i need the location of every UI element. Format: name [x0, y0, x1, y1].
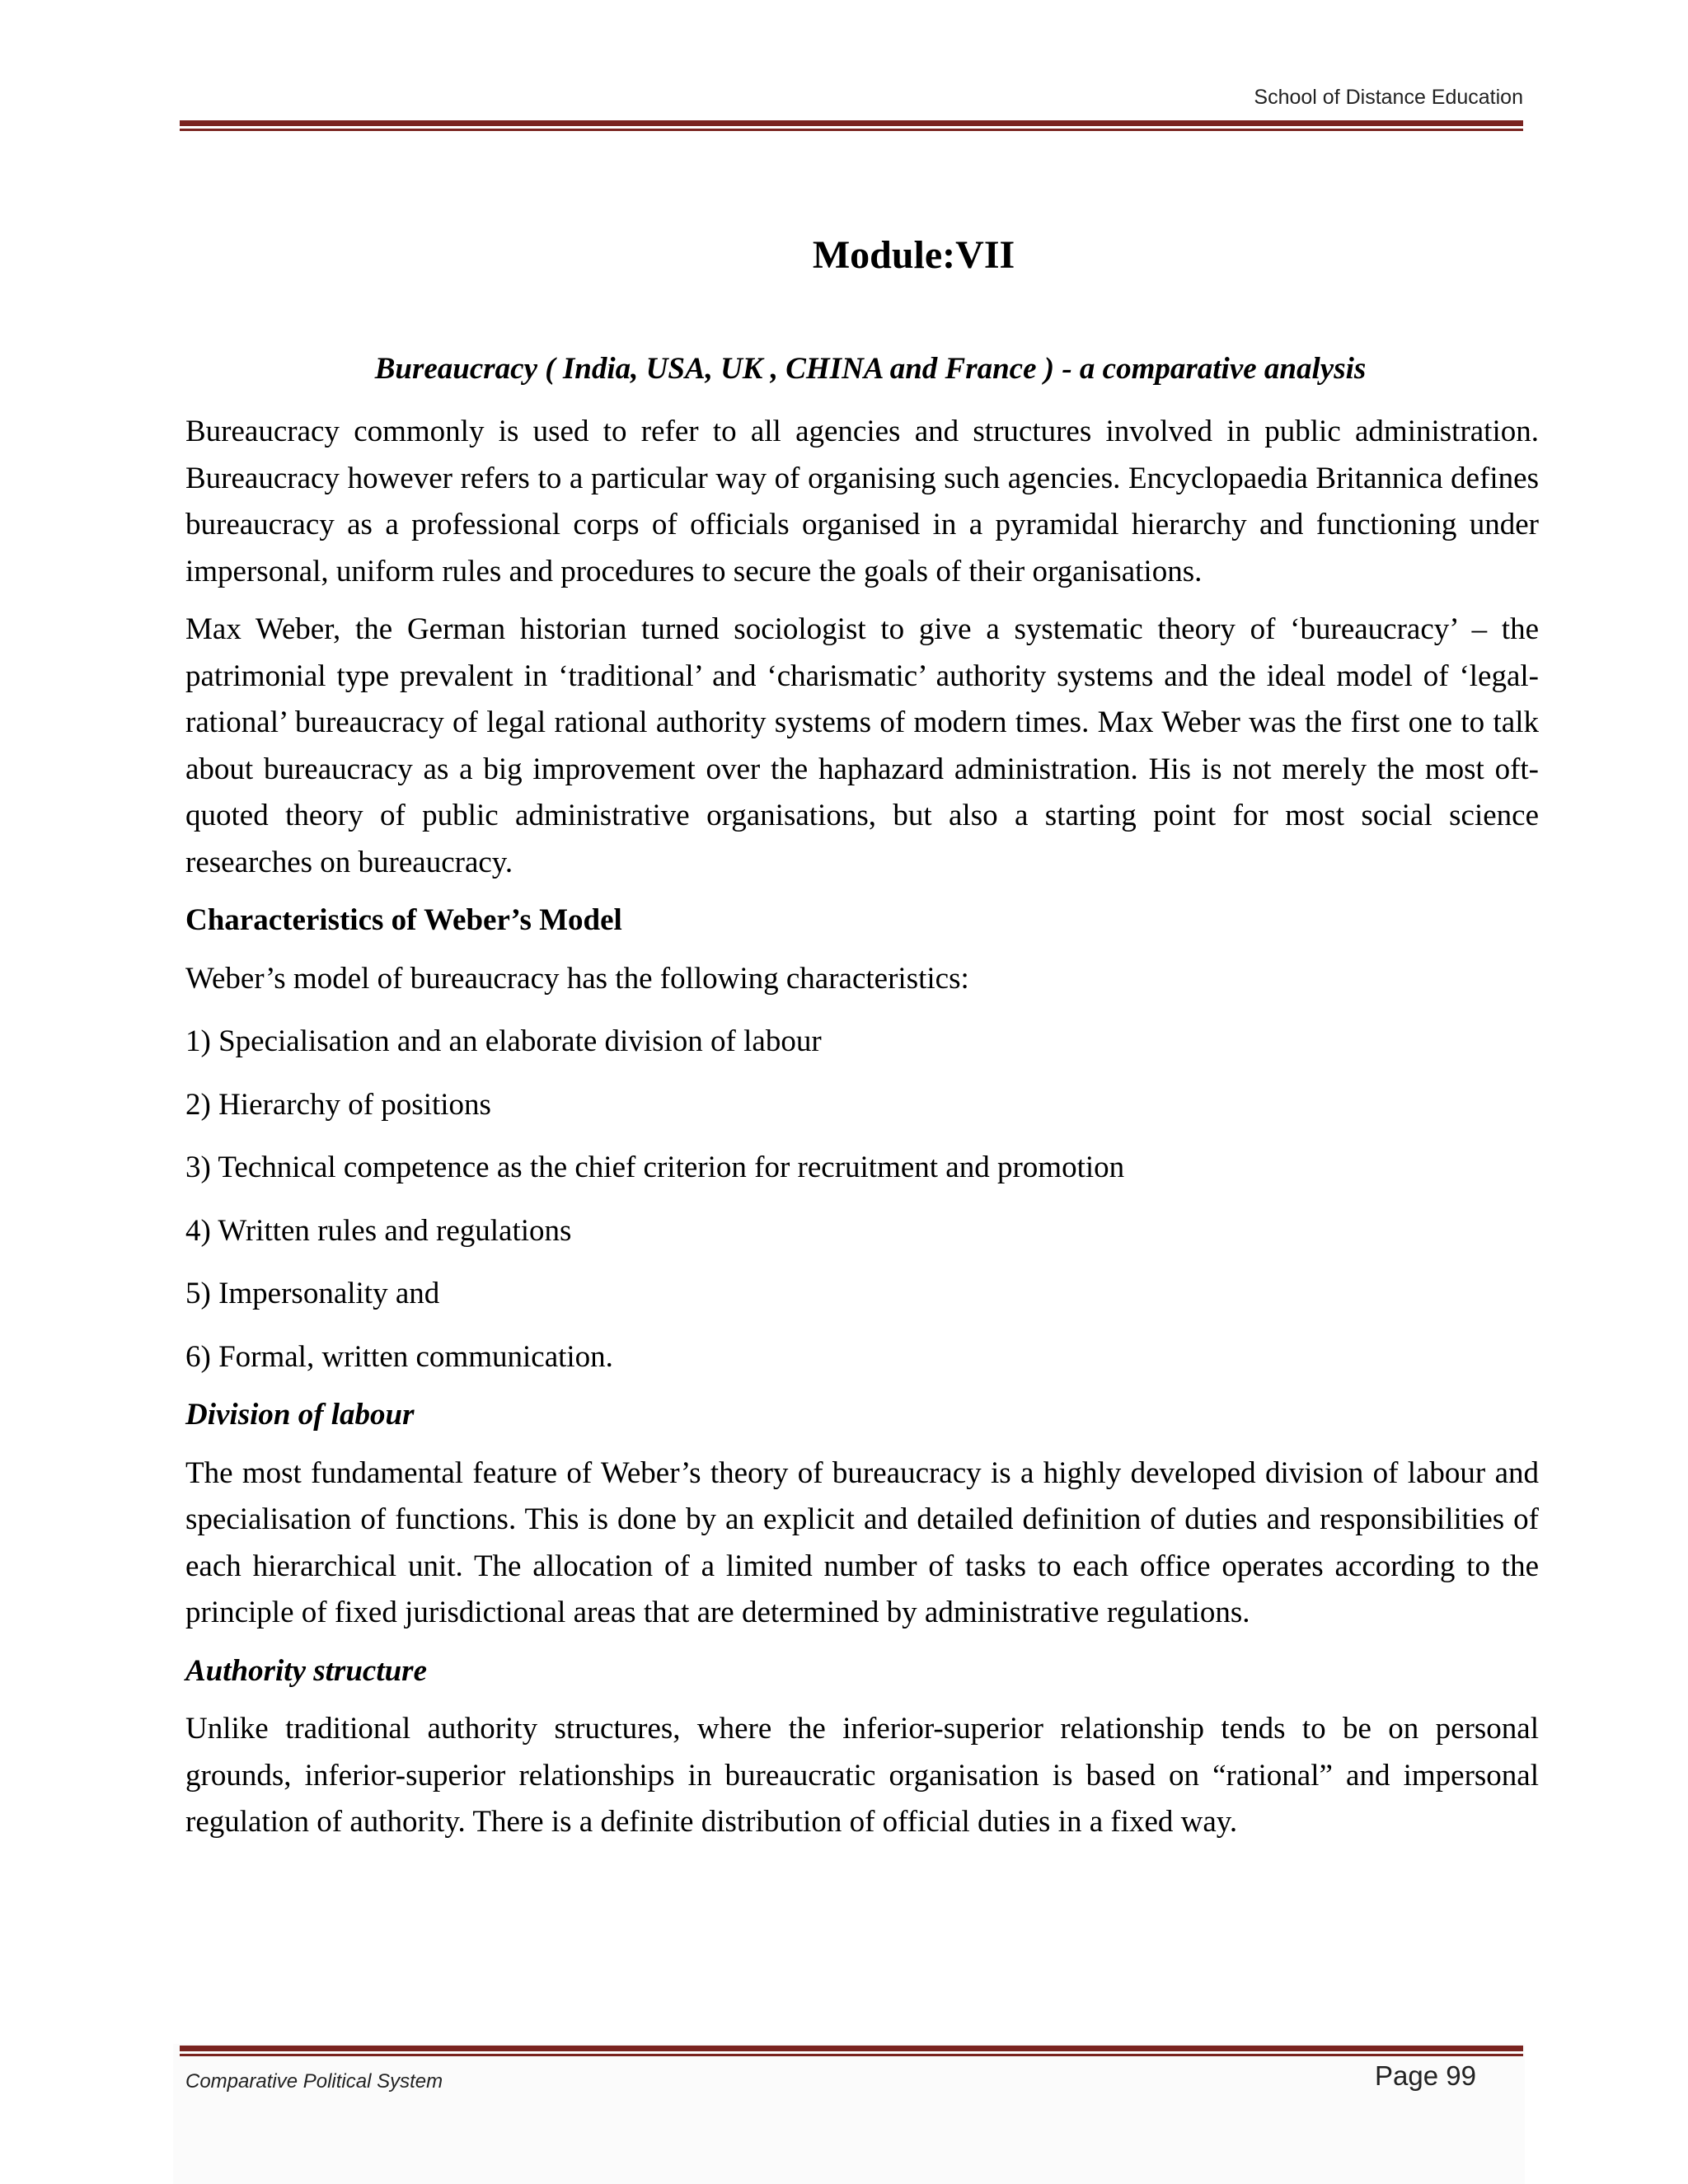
- list-item: 3) Technical competence as the chief criterion for recruitment and promotion: [185, 1151, 1125, 1184]
- characteristics-intro: Weber’s model of bureaucracy has the following characteristics:: [185, 961, 969, 996]
- page-content: [185, 223, 1539, 1846]
- list-item: 6) Formal, written communication.: [185, 1339, 613, 1374]
- paragraph-authority: Unlike traditional authority structures, where the inferior-superior relationship tends to be on personal grounds, inferior-superior relationships in bureaucratic organisation is based on “rational” and impersonal regulation of authority. There is a definite distribution of official duties in a fixed way.: [185, 1712, 1539, 1839]
- list-item: 5) Impersonality and: [185, 1277, 440, 1310]
- footer-rule: [180, 2046, 1523, 2056]
- module-subtitle: Bureaucracy ( India, USA, UK , CHINA and France ) - a comparative analysis: [374, 352, 1367, 386]
- header-institution: School of Distance Education: [1254, 86, 1523, 109]
- paragraph-weber: Max Weber, the German historian turned sociologist to give a systematic theory of ‘bureaucracy’ – the patrimonial type prevalent in ‘traditional’ and ‘charismatic’ authority systems and the ideal model of ‘legal-rational’ bureaucracy of legal rational authority systems of modern times. Max Weber was the first one to talk about bureaucracy as a big improvement over the haphazard administration. His is not merely the most oft-quoted theory of public administrative organisations, but also a starting point for most social science researches on bureaucracy.: [185, 612, 1539, 879]
- section-heading-characteristics: Characteristics of Weber’s Model: [185, 903, 622, 937]
- list-item: 2) Hierarchy of positions: [185, 1087, 491, 1122]
- header-rule: [180, 120, 1523, 131]
- section-heading-division: Division of labour: [185, 1398, 415, 1432]
- footer-shade: [173, 2044, 1525, 2184]
- page-number: Page 99: [1375, 2060, 1476, 2091]
- footer-course: Comparative Political System: [185, 2070, 443, 2093]
- module-title: Module:VII: [812, 233, 1015, 277]
- list-item: 1) Specialisation and an elaborate division of labour: [185, 1024, 822, 1058]
- paragraph-intro: Bureaucracy commonly is used to refer to all agencies and structures involved in public administration. Bureaucracy however refers to a particular way of organising such agencies. Encyclopaedia Britannica defines bureaucracy as a professional corps of officials organised in a pyramidal hierarchy and functioning under impersonal, uniform rules and procedures to secure the goals of their organisations.: [185, 415, 1539, 588]
- paragraph-division: The most fundamental feature of Weber’s theory of bureaucracy is a highly developed division of labour and specialisation of functions. This is done by an explicit and detailed definition of duties and responsibilities of each hierarchical unit. The allocation of a limited number of tasks to each office operates according to the principle of fixed jurisdictional areas that are determined by administrative regulations.: [185, 1455, 1539, 1629]
- section-heading-authority: Authority structure: [185, 1653, 428, 1688]
- list-item: 4) Written rules and regulations: [185, 1213, 572, 1248]
